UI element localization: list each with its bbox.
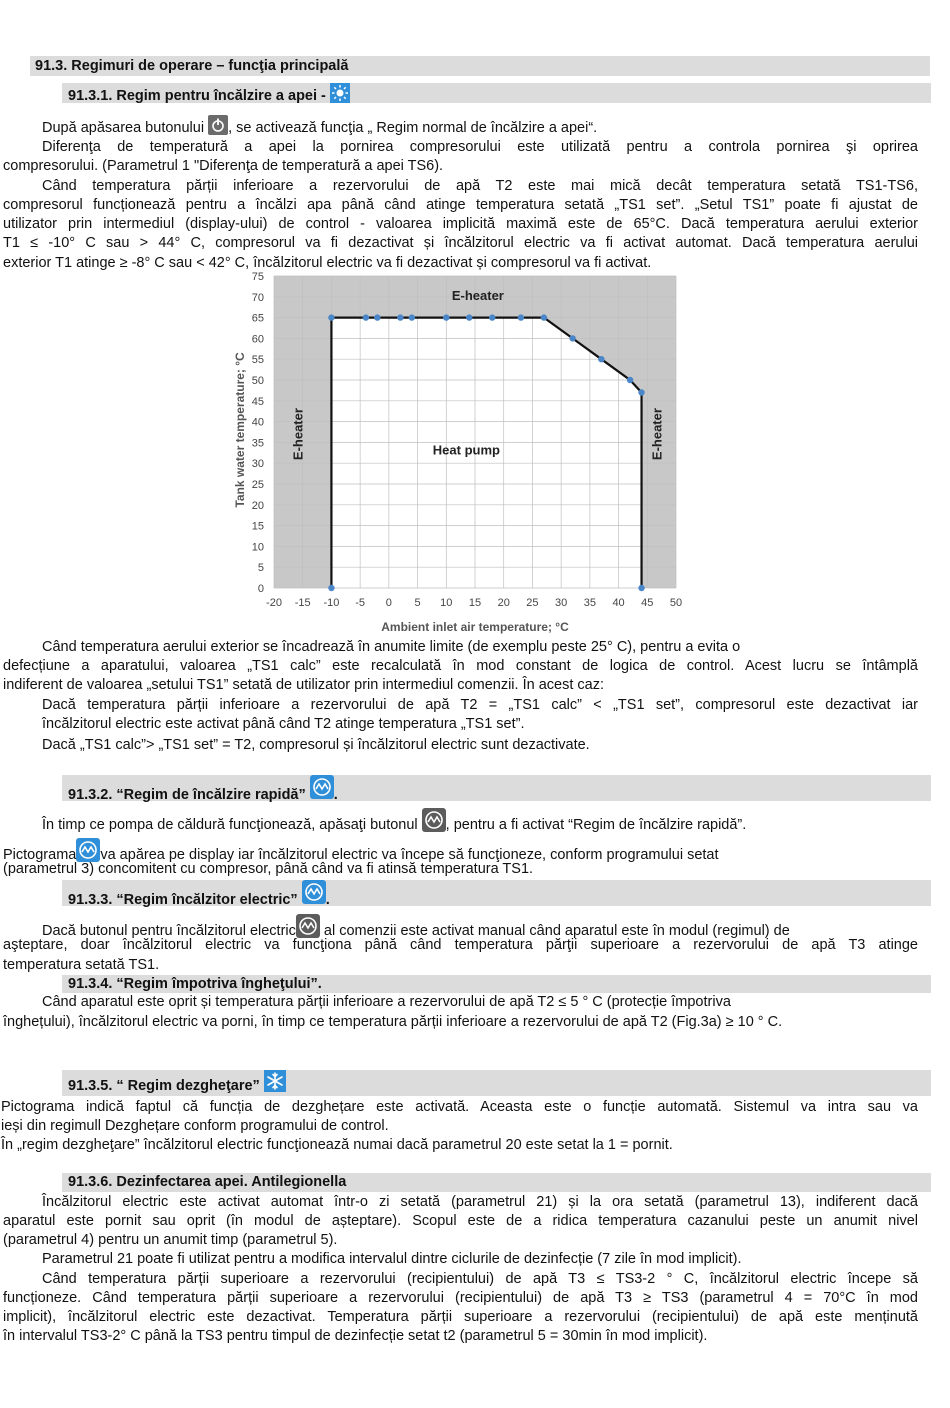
- y-tick-label: 0: [257, 583, 264, 595]
- subsection-title: 91.3.1. Regim pentru încălzire a apei -: [68, 88, 326, 104]
- x-tick-label: -10: [323, 597, 340, 609]
- data-point: [397, 314, 403, 320]
- data-point: [638, 585, 644, 591]
- paragraph-electric-heater: Dacă butonul pentru încălzitorul electric al comenzii este activat manual când aparatul este în modul (regimul) de: [42, 914, 790, 944]
- y-tick-label: 35: [251, 437, 264, 450]
- x-tick-label: -15: [294, 597, 311, 609]
- y-tick-label: 5: [257, 562, 264, 575]
- region-label-right: E-heater: [649, 408, 665, 461]
- paragraph-line: Când temperatura aerului exterior se încadrează în anumite limite (de exemplu peste 25° C), pentru a evita o: [42, 639, 741, 655]
- data-point: [627, 377, 633, 383]
- region-label-left: E-heater: [290, 408, 306, 461]
- data-point: [466, 314, 472, 320]
- electric-heater-icon: [302, 880, 326, 917]
- paragraph-line: compresorul funcționează pentru a încălzi apa până când atinge temperatura setată „TS1 set”. „Setul TS1” poate fi ajustat de: [3, 197, 918, 213]
- y-tick-label: 20: [251, 499, 264, 512]
- paragraph-line: funcționeze. Când temperatura părții superioare a rezervorului (recipientului) de apă T3 ≥ TS3 (parametrul 4 = 70°C în mod: [3, 1290, 918, 1306]
- data-point: [598, 356, 604, 362]
- operating-range-chart: [225, 268, 695, 636]
- paragraph-line: T1 ≤ -10° C sau > 44° C, compresorul va fi dezactivat și încălzitorul electric va fi activat automat. Dacă temperatura aerului: [3, 235, 918, 251]
- paragraph-line: Pictograma indică faptul că funcția de dezghețare este activată. Aceasta este o funcție automată. Sistemul va intra sau va: [1, 1099, 918, 1115]
- section-heading-91-3: [30, 56, 930, 76]
- y-tick-label: 10: [251, 541, 264, 554]
- paragraph-line: indiferent de valoarea „setului TS1” setată de utilizator prin intermediul comenzii. În acest caz:: [3, 677, 604, 693]
- paragraph-line: (parametrul 4) pentru un anumit timp (parametrul 5).: [3, 1232, 338, 1248]
- x-tick-label: 10: [440, 597, 453, 609]
- sun-icon: [330, 83, 350, 109]
- paragraph-line: temperatura setată TS1.: [3, 957, 160, 973]
- x-tick-label: -5: [355, 597, 366, 609]
- x-tick-label: 15: [468, 597, 482, 609]
- y-tick-label: 45: [251, 395, 264, 408]
- paragraph-pictogram: Pictograma va apărea pe display iar încălzitorul electric va începe să funcţioneze, conform programului setat: [3, 838, 719, 868]
- x-tick-label: 5: [414, 597, 421, 609]
- paragraph-line: Dacă „TS1 calc”> „TS1 set” = T2, compresorul și încălzitorul electric sunt dezactivate.: [42, 737, 590, 753]
- region-label-center: Heat pump: [432, 442, 500, 458]
- data-point: [409, 314, 415, 320]
- x-tick-label: 20: [497, 597, 510, 609]
- paragraph-power-button: După apăsarea butonului , se activează funcţia „ Regim normal de încălzire a apei“.: [42, 115, 597, 141]
- subsection-heading-91-3-2: 91.3.2. “Regim de încălzire rapidă” .: [62, 775, 931, 801]
- y-axis-label: Tank water temperature; °C: [233, 352, 247, 508]
- subsection-heading-91-3-5: 91.3.5. “ Regim dezgheţare”: [62, 1070, 931, 1096]
- x-axis-label: Ambient inlet air temperature; °C: [381, 620, 569, 634]
- paragraph-line: Când aparatul este oprit și temperatura părții inferioare a rezervorului de apă T2 ≤ 5 ° C (protecție împotriva: [42, 994, 731, 1010]
- data-point: [518, 314, 524, 320]
- paragraph-line: defecțiune a aparatului, valoarea „TS1 calc” este recalculată în mod constant de logica de control. Acest lucru se întâmplă: [3, 658, 918, 674]
- y-tick-label: 55: [251, 354, 264, 367]
- paragraph-temperature-difference: Diferenţa de temperatură a apei la pornirea compresorului este utilizată pentru a controla pornirea şi oprirea: [42, 139, 918, 155]
- x-tick-label: 45: [641, 597, 654, 609]
- y-tick-label: 60: [251, 333, 264, 346]
- data-point: [443, 314, 449, 320]
- paragraph-line: (parametrul 3) concomitent cu compresor, până când va fi atinsă temperatura TS1.: [3, 861, 534, 877]
- subsection-heading-91-3-1: [62, 83, 931, 103]
- paragraph-rapid-heating: În timp ce pompa de căldură funcţionează, apăsaţi butonul , pentru a fi activat “Regim de încălzire rapidă”.: [42, 808, 746, 838]
- paragraph-line: ieși din regimull Dezghețare conform programului de control.: [1, 1118, 389, 1134]
- y-tick-label: 50: [251, 375, 264, 387]
- x-tick-label: 35: [583, 597, 596, 609]
- x-tick-label: 25: [526, 597, 539, 609]
- paragraph-line: Când temperatura părții superioare a rezervorului (recipientului) de apă T3 ≤ TS3-2 ° C, încălzitorul electric începe să: [42, 1271, 918, 1287]
- x-tick-label: 30: [555, 597, 568, 609]
- paragraph-line: Parametrul 21 poate fi utilizat pentru a modifica intervalul dintre ciclurile de dezinfecție (7 zile în mod implicit).: [42, 1251, 742, 1267]
- y-tick-label: 30: [251, 458, 264, 471]
- subsection-heading-91-3-6: 91.3.6. Dezinfectarea apei. Antilegionella: [62, 1173, 931, 1192]
- x-tick-label: 50: [669, 597, 683, 609]
- section-title: 91.3. Regimuri de operare – funcţia principală: [35, 58, 349, 74]
- data-point: [328, 585, 334, 591]
- data-point: [638, 389, 644, 395]
- paragraph-line: în intervalul TS3-2° C până la TS3 pentru timpul de dezinfecție setat t2 (parametrul 5 = 30min în mod implicit).: [3, 1328, 708, 1344]
- paragraph-line: implicit), încălzitorul electric este dezactivat. Temperatura părții superioare a rezervorului (recipientului) de apă este menținută: [3, 1309, 918, 1325]
- paragraph-line: aşteptare, doar încălzitorul electric va funcţiona până când temperatura părţii superioare a rezervorului de apă T3 atinge: [3, 937, 918, 953]
- paragraph-line: Încălzitorul electric este activat automat într-o zi setată (parametrul 21) și la ora setată (parametrul 13), indiferent dacă: [42, 1194, 918, 1210]
- region-label-top: E-heater: [451, 287, 504, 303]
- y-tick-label: 40: [251, 416, 264, 429]
- y-tick-label: 65: [251, 312, 264, 325]
- rapid-heating-icon: [310, 775, 334, 812]
- x-tick-label: 40: [612, 597, 625, 609]
- paragraph-line: În „regim dezgheţare” încălzitorul electric funcţionează numai dacă parametrul 20 este setat la 1 = pornit.: [1, 1137, 673, 1153]
- x-tick-label: 0: [385, 597, 392, 609]
- y-tick-label: 25: [251, 479, 264, 491]
- x-tick-label: -20: [266, 597, 282, 609]
- paragraph-line: înghețului), încălzitorul electric va porni, în timp ce temperatura părții inferioare a rezervorului de apă T2 (Fig.3a) ≥ 10 ° C.: [3, 1014, 783, 1030]
- y-tick-label: 75: [251, 271, 264, 283]
- data-point: [489, 314, 495, 320]
- data-point: [363, 314, 369, 320]
- paragraph-line: Dacă temperatura părții inferioare a rezervorului de apă T2 = „TS1 calc” < „TS1 set”, compresorul este dezactivat iar: [42, 697, 918, 713]
- paragraph-line: încălzitorul electric este activat până când T2 atinge temperatura „TS1 set”.: [42, 716, 525, 732]
- data-point: [374, 314, 380, 320]
- y-tick-label: 15: [251, 520, 264, 533]
- subsection-heading-91-3-3: 91.3.3. “Regim încălzitor electric” .: [62, 880, 931, 906]
- subsection-heading-91-3-4: 91.3.4. “Regim împotriva îngheţului”.: [62, 975, 931, 993]
- heater-button-icon: [422, 808, 446, 838]
- paragraph-line: aparatul este pornit sau oprit (în modul de așteptare). Scopul este de a ridica temperatura cazanului peste un anumit nivel: [3, 1213, 918, 1229]
- paragraph-line: compresorului. (Parametrul 1 "Diferenţa de temperatură a apei TS6).: [3, 158, 444, 174]
- paragraph-line: exterior T1 atinge ≥ -8° C sau < 42° C, încălzitorul electric va fi dezactivat și compresorul va fi activat.: [3, 255, 652, 271]
- paragraph-line: utilizator prin intermediul (display-ului) de control - valoarea implicită maximă este de 65°C. Dacă temperatura aerului exterior: [3, 216, 918, 232]
- paragraph-line: Când temperatura părții inferioare a rezervorului de apă T2 este mai mică decât temperatura setată TS1-TS6,: [42, 178, 918, 194]
- data-point: [328, 314, 334, 320]
- y-tick-label: 70: [251, 291, 264, 304]
- data-point: [541, 314, 547, 320]
- data-point: [569, 335, 575, 341]
